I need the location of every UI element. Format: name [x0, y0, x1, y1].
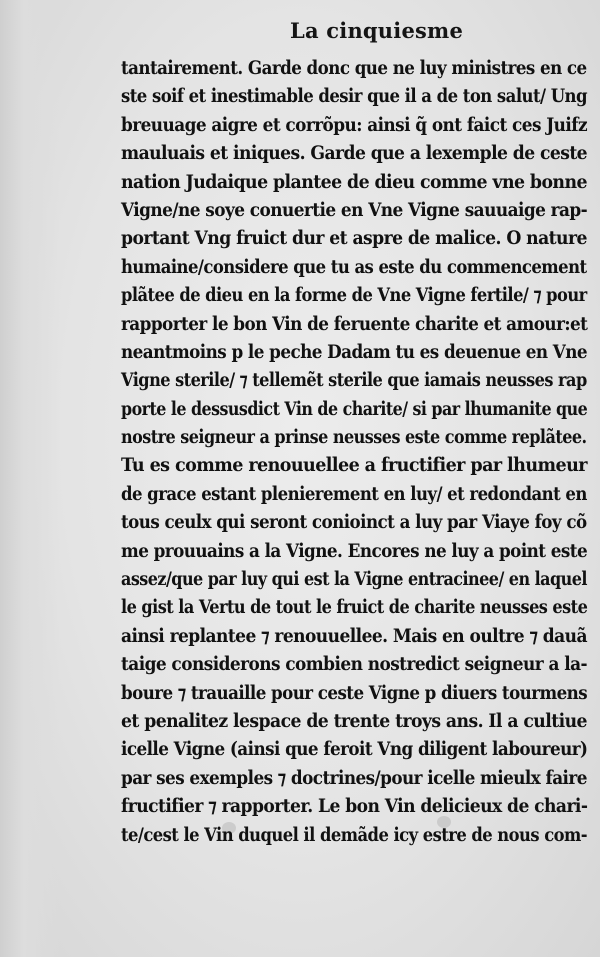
- text-line: taige considerons combien nostredict seigneur a la-: [121, 654, 587, 676]
- text-line: ste soif et inestimable desir que il a de ton salut/ Ung: [121, 86, 587, 108]
- text-line: humaine/considere que tu as este du commencement: [121, 256, 587, 278]
- text-line: Vigne/ne soye conuertie en Vne Vigne sauuaige rap-: [121, 199, 588, 221]
- text-line: nostre seigneur a prinse neusses este comme replãtee.: [121, 427, 587, 449]
- text-line: nation Judaique plantee de dieu comme vne bonne: [121, 171, 587, 193]
- page-gutter-shadow: [0, 0, 60, 957]
- text-line: Tu es comme renouuellee a fructifier par lhumeur: [121, 455, 587, 477]
- text-line: Vigne sterile/ ⁊ tellemẽt sterile que iamais neusses rap: [121, 370, 587, 392]
- show-through-text: [40, 400, 48, 421]
- running-head: La cinquiesme: [290, 18, 464, 43]
- text-line: plãtee de dieu en la forme de Vne Vigne fertile/ ⁊ pour: [121, 285, 587, 307]
- text-line: mauluais et iniques. Garde que a lexemple de ceste: [121, 143, 588, 165]
- text-line: ainsi replantee ⁊ renouuellee. Mais en oultre ⁊ dauã: [121, 625, 587, 647]
- text-line: et penalitez lespace de trente troys ans. Il a cultiue: [121, 710, 587, 732]
- text-line: porte le dessusdict Vin de charite/ si par lhumanite que: [121, 398, 588, 420]
- text-line: assez/que par luy qui est la Vigne entracinee/ en laquel: [121, 569, 587, 591]
- text-line: portant Vng fruict dur et aspre de malice. O nature: [121, 228, 587, 250]
- body-text: [121, 55, 591, 850]
- text-line: fructifier ⁊ rapporter. Le bon Vin delicieux de chari-: [121, 796, 588, 818]
- text-line: tous ceulx qui seront conioinct a luy par Viaye foy cõ: [121, 512, 587, 534]
- text-line: icelle Vigne (ainsi que feroit Vng diligent laboureur): [121, 739, 588, 761]
- text-line: le gist la Vertu de tout le fruict de charite neusses este: [121, 597, 588, 619]
- show-through-text: [120, 6, 126, 30]
- text-line: tantairement. Garde donc que ne luy ministres en ce: [121, 58, 587, 79]
- text-line: neantmoins p le peche Dadam tu es deuenue en Vne: [121, 341, 588, 363]
- text-line: te/cest le Vin duquel il demãde icy estre de nous com-: [121, 824, 588, 846]
- text-line: me prouuains a la Vigne. Encores ne luy a point este: [121, 540, 588, 562]
- text-line: par ses exemples ⁊ doctrines/pour icelle mieulx faire: [121, 767, 587, 789]
- text-line: boure ⁊ trauaille pour ceste Vigne p diuers tourmens: [121, 682, 588, 704]
- text-line: de grace estant plenierement en luy/ et redondant en: [121, 483, 587, 505]
- text-line: rapporter le bon Vin de feruente charite et amour:et: [121, 313, 588, 335]
- text-line: breuuage aigre et corrõpu: ainsi q̃ ont faict ces Juifz: [121, 114, 587, 136]
